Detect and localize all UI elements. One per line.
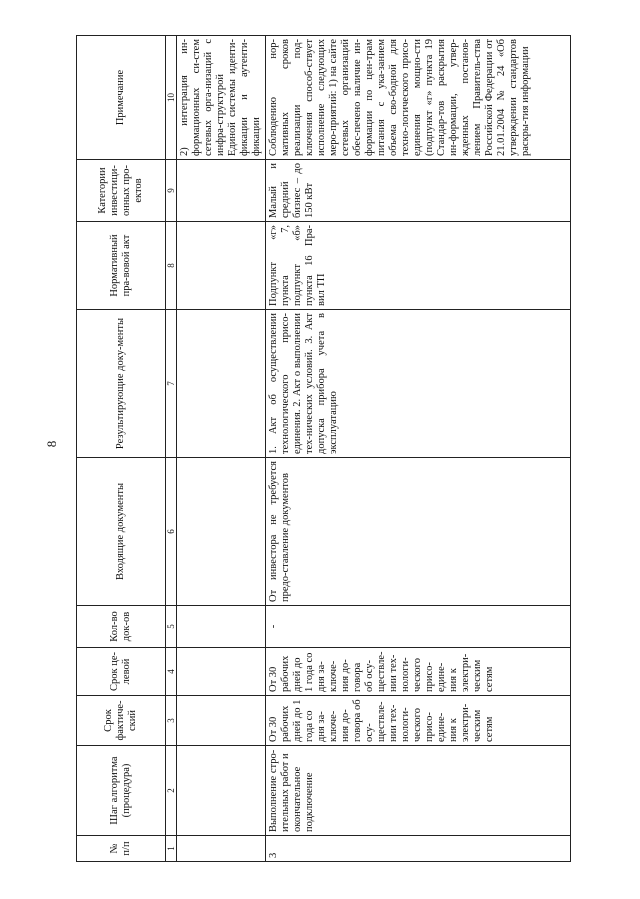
table-row: [266, 36, 571, 862]
column-number: 2: [166, 746, 177, 836]
table-cell: [177, 836, 266, 862]
table-cell: [177, 458, 266, 606]
table-cell-number: 3: [266, 836, 571, 862]
column-number: 10: [166, 36, 177, 160]
header-cell: Примечание: [77, 36, 166, 160]
rotated-table-region: [76, 36, 584, 862]
table-cell-legal-act: Подпункт «г» пункта 7, подпункт «б» пункта 16 Пра-вил ТП: [266, 222, 571, 310]
table-cell-note: Соблюдению нор-мативных сроков реализации под-ключения способ-ствует исполнение следующих меро-приятий: 1) на сайте сетевых организаций обес-печено наличие ин-формации по цен-трам питания с ука-занием объема сво-бодной для техно-логического присо-единения мощно-сти (подпункт «г» пункта 19 Стандар-тов раскрытия ин-формации, утвер-жденных постанов-лением Правитель-ства Российской Федерации от 21.01.2004 № 24 «Об утверждении стандартов раскры-тия информации: [266, 36, 571, 160]
page-number: 8: [44, 440, 59, 448]
table-cell-category: Малый и средний бизнес – до 150 кВт: [266, 160, 571, 222]
header-cell: Срок це-левой: [77, 648, 166, 696]
table-cell: [177, 160, 266, 222]
column-number: 9: [166, 160, 177, 222]
table-cell: [177, 648, 266, 696]
table-cell-step: Выполнение стро-ительных работ и окончательное подключение: [266, 746, 571, 836]
table-cell-doc-count: -: [266, 606, 571, 648]
header-cell: Входящие документы: [77, 458, 166, 606]
header-cell: Кол-во док-ов: [77, 606, 166, 648]
table-row: [177, 36, 266, 862]
table-cell-note: 2) интеграция ин-формационных си-стем сетевых орга-низаций с инфра-структурой Единой системы иденти-фикации и аутенти-фикации: [177, 36, 266, 160]
header-cell: Нормативный пра-вовой акт: [77, 222, 166, 310]
column-number: 6: [166, 458, 177, 606]
table-cell-result-docs: 1. Акт об осуществлении технологического присо-единения. 2. Акт о выполнении тех-нических условий. 3. Акт допуска прибора учета в эксплуатацию: [266, 310, 571, 458]
header-cell: № п/п: [77, 836, 166, 862]
column-number-row: [166, 36, 177, 862]
column-number: 3: [166, 696, 177, 746]
column-number: 5: [166, 606, 177, 648]
table-cell: [177, 222, 266, 310]
table-cell: [177, 696, 266, 746]
header-cell: Шаг алгоритма (процедура): [77, 746, 166, 836]
table-cell-actual-term: От 30 рабочих дней до 1 года со дня за-ключе-ния до-говора об осу-ществле-нии тех-нологи-ческого присо-едине-ния к электри-ческим сетям: [266, 696, 571, 746]
column-number: 1: [166, 836, 177, 862]
algorithm-table: [76, 35, 571, 862]
table-cell: [177, 606, 266, 648]
column-number: 7: [166, 310, 177, 458]
table-cell-target-term: От 30 рабочих дней до 1 года со дня за-ключе-ния до-говора об осу-ществле-нии тех-нологи-ческого присо-едине-ния к электри-ческим сетям: [266, 648, 571, 696]
header-cell: Категории инвестици-онных про-ектов: [77, 160, 166, 222]
column-number: 4: [166, 648, 177, 696]
header-cell: Срок фактиче-ский: [77, 696, 166, 746]
table-cell: [177, 310, 266, 458]
table-cell-input-docs: От инвестора не требуется предо-ставление документов: [266, 458, 571, 606]
header-row: [77, 36, 166, 862]
header-cell: Результирующие доку-менты: [77, 310, 166, 458]
column-number: 8: [166, 222, 177, 310]
table-cell: [177, 746, 266, 836]
